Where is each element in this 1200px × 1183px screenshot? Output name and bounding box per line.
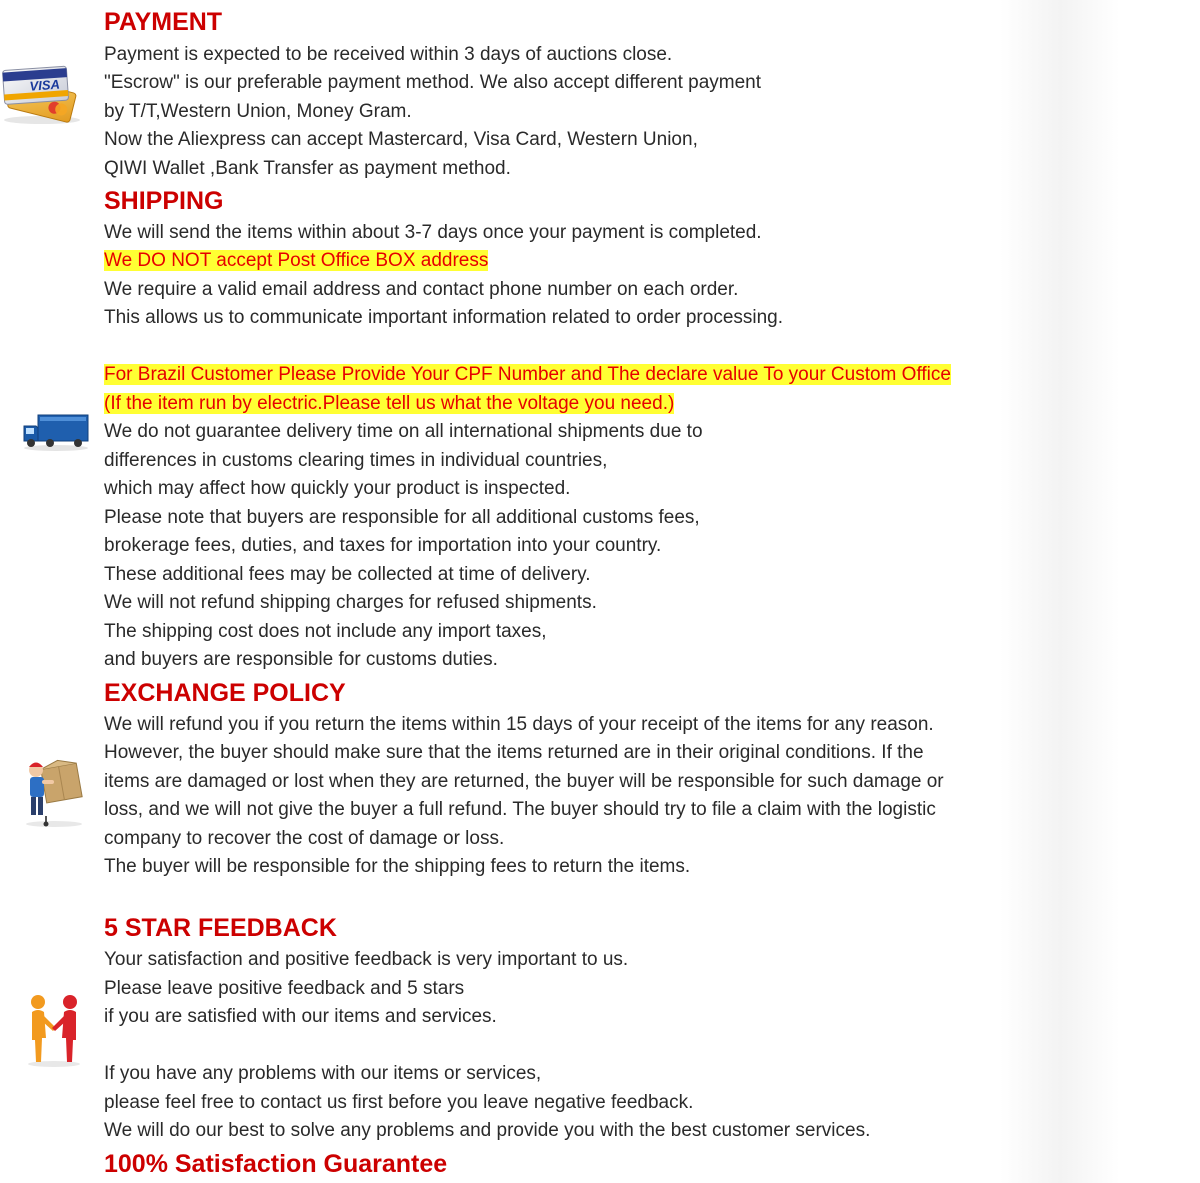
shipping-line: We do not guarantee delivery time on all international shipments due to: [104, 421, 703, 442]
payment-line: Payment is expected to be received within 3 days of auctions close.: [104, 44, 673, 65]
shipping-line: These additional fees may be collected at time of delivery.: [104, 564, 591, 585]
exchange-heading: EXCHANGE POLICY: [104, 679, 346, 707]
exchange-line: We will refund you if you return the items within 15 days of your receipt of the items for any reason.: [104, 714, 934, 735]
exchange-line: However, the buyer should make sure that the items returned are in their original conditions. If the: [104, 742, 924, 763]
payment-line: by T/T,Western Union, Money Gram.: [104, 101, 412, 122]
shipping-line: which may affect how quickly your product is inspected.: [104, 478, 571, 499]
feedback-line: Your satisfaction and positive feedback is very important to us.: [104, 949, 629, 970]
satisfaction-guarantee-heading: 100% Satisfaction Guarantee: [104, 1150, 448, 1178]
feedback-line: Please leave positive feedback and 5 stars: [104, 978, 465, 999]
truck-icon: [22, 412, 90, 452]
feedback-line: We will do our best to solve any problems and provide you with the best customer services.: [104, 1120, 871, 1141]
shipping-line: We will not refund shipping charges for refused shipments.: [104, 592, 597, 613]
shipping-line: Please note that buyers are responsible for all additional customs fees,: [104, 507, 700, 528]
brazil-cpf-notice: For Brazil Customer Please Provide Your CPF Number and The declare value To your Custom Office: [104, 364, 951, 385]
exchange-line: items are damaged or lost when they are returned, the buyer will be responsible for such damage or: [104, 771, 944, 792]
brazil-notice-line: [104, 361, 951, 389]
shipping-line: and buyers are responsible for customs duties.: [104, 649, 498, 670]
payment-line: QIWI Wallet ,Bank Transfer as payment method.: [104, 158, 511, 179]
delivery-man-icon: [20, 756, 90, 828]
payment-heading: PAYMENT: [104, 8, 223, 36]
shipping-warning-line: [104, 247, 488, 275]
shipping-line: brokerage fees, duties, and taxes for importation into your country.: [104, 535, 662, 556]
shipping-line: differences in customs clearing times in individual countries,: [104, 450, 608, 471]
shipping-line: This allows us to communicate important information related to order processing.: [104, 307, 784, 328]
voltage-notice: (If the item run by electric.Please tell us what the voltage you need.): [104, 393, 675, 414]
feedback-line: if you are satisfied with our items and services.: [104, 1006, 497, 1027]
payment-line: "Escrow" is our preferable payment method. We also accept different payment: [104, 72, 762, 93]
credit-cards-icon: [0, 62, 84, 126]
payment-line: Now the Aliexpress can accept Mastercard, Visa Card, Western Union,: [104, 129, 698, 150]
feedback-heading: 5 STAR FEEDBACK: [104, 914, 337, 942]
exchange-line: loss, and we will not give the buyer a full refund. The buyer should try to file a claim with the logistic: [104, 799, 936, 820]
handshake-icon: [22, 988, 86, 1068]
visa-card-text: VISA: [29, 76, 61, 94]
voltage-notice-line: [104, 390, 674, 418]
shipping-line: The shipping cost does not include any import taxes,: [104, 621, 547, 642]
exchange-line: The buyer will be responsible for the shipping fees to return the items.: [104, 856, 691, 877]
shipping-heading: SHIPPING: [104, 187, 224, 215]
po-box-warning: We DO NOT accept Post Office BOX address: [104, 250, 489, 271]
feedback-line: If you have any problems with our items or services,: [104, 1063, 542, 1084]
shipping-line: We require a valid email address and contact phone number on each order.: [104, 279, 739, 300]
shipping-line: We will send the items within about 3-7 days once your payment is completed.: [104, 222, 762, 243]
feedback-line: please feel free to contact us first before you leave negative feedback.: [104, 1092, 694, 1113]
exchange-line: company to recover the cost of damage or loss.: [104, 828, 505, 849]
